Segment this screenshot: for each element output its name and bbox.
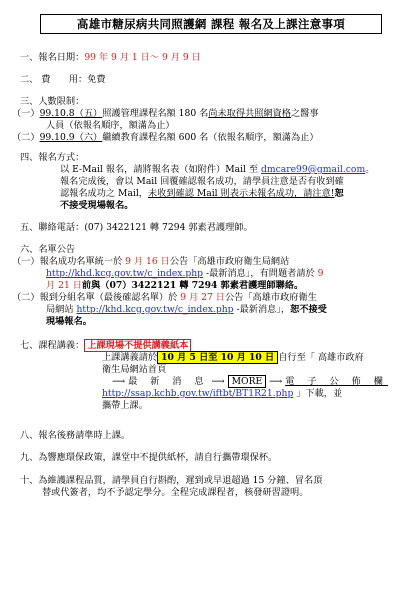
course-quality-line2: 替或代簽者，均不予認定學分。全程完成課程者，核發研習證明。 <box>42 486 309 498</box>
course-materials-line1 <box>20 352 405 364</box>
capacity-item-2-prefix: （二） <box>12 131 40 143</box>
section-list-announcement <box>12 244 405 328</box>
section-course-quality <box>20 475 405 499</box>
announcement-item-1-prefix: （一） <box>12 255 40 267</box>
announcement-item-1-contact-date-end: 月 21 日 <box>46 279 82 291</box>
capacity-item-1-text-end: 之醫事 <box>290 107 319 119</box>
registration-method-line3-text: 認報名成功之 Mail， <box>60 187 148 199</box>
latest-news-step: 最 新 消 息 <box>128 375 209 387</box>
registration-method-line2: 報名完成後，會以 Mail 回覆確認報名成功，請學員注意是否有收到確 <box>60 175 344 187</box>
announcement-item-1-text: 報名成功名單統一於 <box>39 255 126 267</box>
course-materials-line2: 衛生局網站首頁 <box>102 363 167 375</box>
section-contact-phone <box>20 222 405 234</box>
registration-method-line3 <box>20 188 405 200</box>
announcement-item-1-line2 <box>20 268 405 280</box>
bulletin-board-link[interactable]: http://ssap.kchb.gov.tw/iftbt/BT1R21.php <box>102 387 294 399</box>
course-materials-label: 七、課程講義： <box>20 340 85 351</box>
fee-label: 二、 費 用： <box>20 74 88 85</box>
download-date-range: 10 月 5 日至 10 月 10 日 <box>157 351 278 364</box>
registration-warning-end: 恕 <box>334 187 344 199</box>
section-registration-date <box>20 52 405 64</box>
registration-date-value: 99 年 9 月 1 日～ 9 月 9 日 <box>84 52 201 63</box>
announcement-item-1-contact: 前與（07）3422121 轉 7294 郭素君護理師聯絡。 <box>81 279 304 291</box>
contact-phone-label: 五、聯絡電話： <box>20 222 85 233</box>
announcement-item-2-prefix: （二） <box>12 291 40 303</box>
section-registration-method <box>20 152 405 212</box>
capacity-item-1-qualifier: 尚未取得共照網資格 <box>208 107 291 119</box>
announcement-item-2-line2 <box>20 304 405 316</box>
course-materials-line1-text2: 自行至「 高雄市政府 <box>278 351 364 363</box>
capacity-item-1-prefix: （一） <box>12 107 40 119</box>
fee-value: 免費 <box>87 74 106 85</box>
announcement-item-2-line2-prefix: 局網站 <box>46 303 77 315</box>
section-attendance: 八、報名後務請準時上課。 <box>20 430 131 441</box>
capacity-label: 三、人數限制： <box>20 96 85 107</box>
capacity-item-1-line2: 人員（依報名順序，額滿為止） <box>46 119 175 131</box>
capacity-item-2-date: 99.10.9（六） <box>39 131 103 143</box>
announcement-item-1-contact-date: 9 <box>317 267 324 279</box>
capacity-item-2-text: 繼續教育課程名額 600 名（依報名順序，額滿為止） <box>102 131 319 143</box>
course-materials-line1-text: 上課講義請於 <box>102 351 158 363</box>
capacity-item-1-date: 99.10.8（五） <box>39 107 103 119</box>
health-bureau-link-2[interactable]: http://khd.kcg.gov.tw/c_index.php <box>76 303 234 315</box>
page-title: 高雄市糖尿病共同照護網 課程 報名及上課注意事項 <box>40 14 382 34</box>
no-printed-materials-notice: 上課現場不提供講義紙本 <box>84 339 191 352</box>
registration-method-period: 。 <box>365 163 375 175</box>
capacity-item-1 <box>12 108 405 120</box>
more-step: MORE <box>228 375 267 388</box>
registration-email-link[interactable]: dmcare99@gmail.com <box>261 163 366 175</box>
announcement-item-2-text: 報到分組名單（最後確認名單）於 <box>39 291 181 303</box>
registration-method-line1 <box>20 164 405 176</box>
course-materials-line4 <box>20 388 405 400</box>
capacity-item-2 <box>12 132 405 144</box>
registration-date-label: 一、報名日期： <box>20 52 85 63</box>
health-bureau-link-1[interactable]: http://khd.kcg.gov.tw/c_index.php <box>46 267 204 279</box>
arrow-right-icon: ⟶ <box>269 375 283 387</box>
announcement-item-1-line2-text: -最新消息」，有問題者請於 <box>203 267 318 279</box>
section-capacity <box>12 96 405 144</box>
arrow-right-icon: ⟶ <box>112 375 126 387</box>
announcement-item-2-no-onsite: 恕不接受 <box>290 303 327 315</box>
no-onsite-registration: 不接受現場報名。 <box>60 199 134 211</box>
announcement-item-2-line3: 現場報名。 <box>46 315 92 327</box>
registration-warning: 未收到確認 Mail 則表示未報名成功，請注意! <box>148 187 335 199</box>
section-course-materials <box>20 340 405 412</box>
announcement-item-2-date: 9 月 27 日 <box>180 291 225 303</box>
registration-method-label: 四、報名方式： <box>20 152 85 163</box>
course-quality-line1: 十、為維護課程品質，請學員自行斟酌，遲到或早退超過 15 分鐘、冒名頂 <box>20 475 323 486</box>
announcement-item-1-date: 9 月 16 日 <box>125 255 170 267</box>
course-materials-line5: 攜帶上課。 <box>102 399 148 411</box>
capacity-item-1-text: 照護管理課程名額 180 名 <box>102 107 209 119</box>
section-fee <box>20 74 405 86</box>
section-environmental: 九、為響應環保政策，課堂中不提供紙杯，請自行攜帶環保杯。 <box>20 452 278 463</box>
contact-phone-value: (07) 3422121 轉 7294 郭素君護理師。 <box>84 222 253 233</box>
announcement-item-1 <box>12 256 405 268</box>
announcement-item-1-line3 <box>20 280 405 292</box>
announcement-item-2-line2-text: -最新消息」， <box>233 303 291 315</box>
registration-method-text: 以 E-Mail 報名，請將報名表（如附件）Mail 至 <box>60 163 261 175</box>
course-materials-navigation-path <box>20 376 405 388</box>
announcement-item-2 <box>12 292 405 304</box>
announcement-item-1-text2: 公告「高雄市政府衛生局網站 <box>169 255 290 267</box>
announcement-item-2-text2: 公告「高雄市政府衛生 <box>224 291 317 303</box>
list-announcement-label: 六、名單公告 <box>20 244 76 255</box>
course-materials-line4-text: 」下載，並 <box>293 387 343 399</box>
arrow-right-icon: ⟶ <box>211 375 225 387</box>
electronic-bulletin-step: 電 子 公 佈 欄 <box>285 375 388 387</box>
